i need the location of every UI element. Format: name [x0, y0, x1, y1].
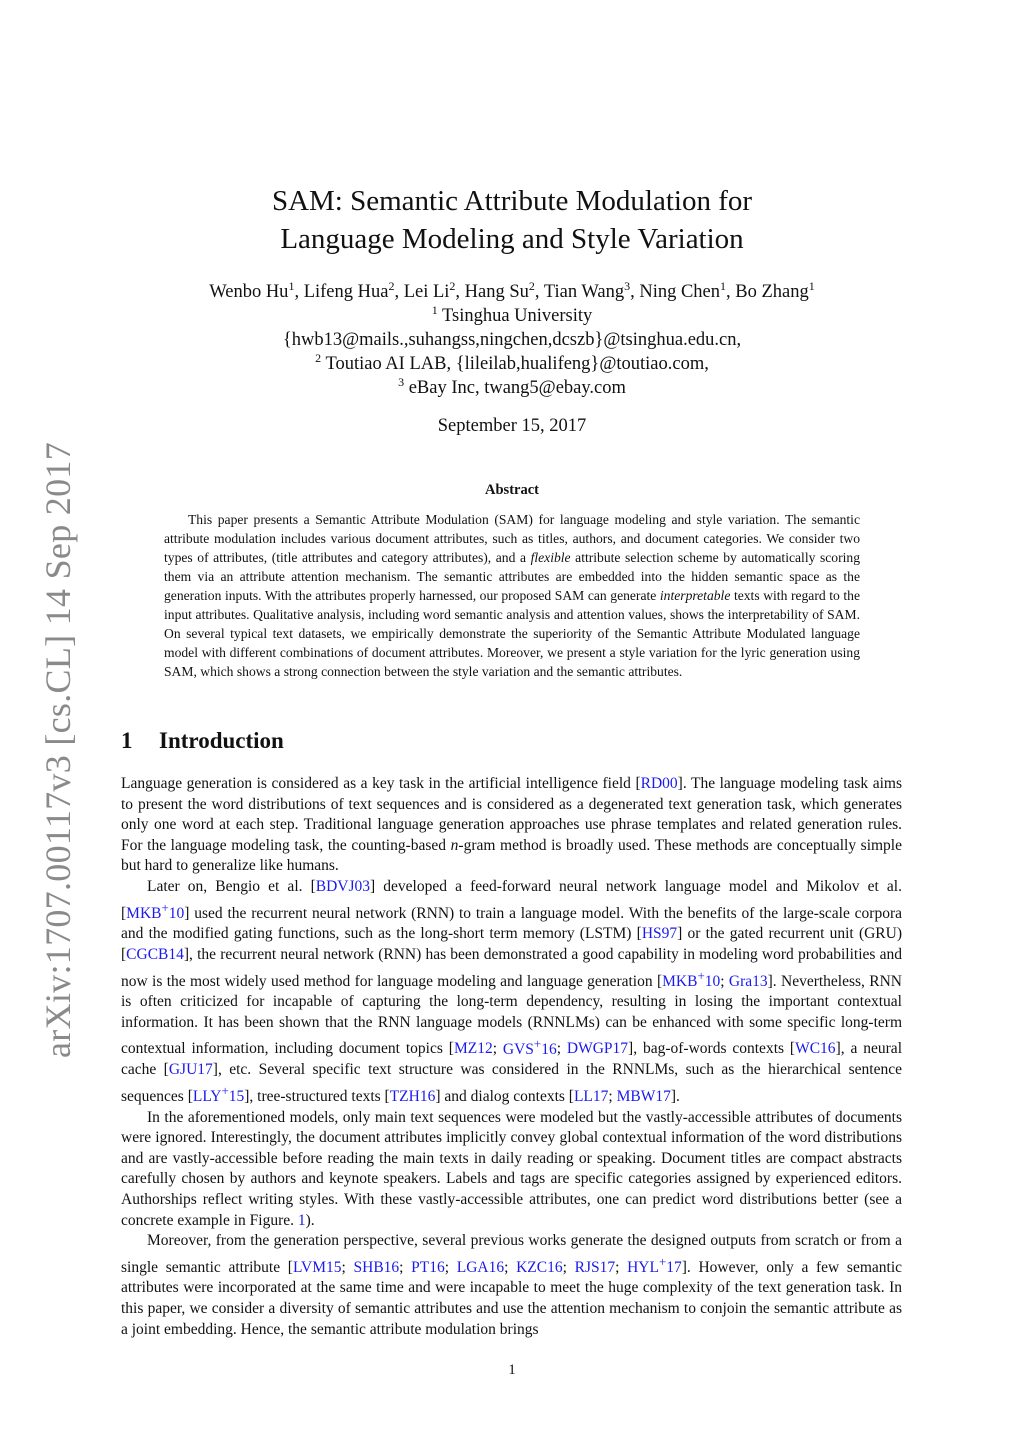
citation-sup: + — [697, 967, 705, 983]
citation-link[interactable]: LGA16 — [456, 1258, 505, 1276]
author-name: , Hang Su — [455, 282, 529, 302]
affiliation-1-email: {hwb13@mails.,suhangss,ningchen,dcszb}@tsinghua.edu.cn, — [282, 330, 742, 350]
title-line-1: SAM: Semantic Attribute Modulation for — [271, 185, 753, 217]
paragraph-text: ], a neural cache [ — [121, 1040, 902, 1079]
section-title: Introduction — [159, 728, 284, 753]
citation-sup: + — [658, 1253, 667, 1269]
affiliation-marker: 2 — [449, 278, 456, 293]
intro-paragraph-2 — [121, 877, 902, 1108]
separator: ; — [444, 1258, 457, 1276]
separator: ; — [341, 1258, 354, 1276]
abstract-emphasis: flexible — [530, 550, 571, 565]
citation-link[interactable]: LL17 — [573, 1087, 609, 1105]
paragraph-text: ]. Nevertheless, RNN is often criticized for incapable of capturing the long-term dependency, resulting in losing the important contextual information. It has been shown that the RNN language models (RNNLMs) can be enhanced with some specific long-term contextual information, including document topics [ — [121, 972, 902, 1058]
affiliation-marker: 1 — [288, 278, 295, 293]
paragraph-text: ] used the recurrent neural network (RNN) to train a language model. With the benefits of the large-scale corpora and the modified gating functions, such as the long-short term memory (LSTM) [ — [121, 904, 902, 943]
section-number: 1 — [121, 728, 133, 753]
affiliation-text: eBay Inc, twang5@ebay.com — [404, 378, 626, 398]
abstract-text: texts with regard to the input attributes. Qualitative analysis, including word semantic analysis and attention values, shows the interpretability of SAM. On several typical text datasets, we empirically demonstrate the superiority of the Semantic Attribute Modulated language model with different combinations of document attributes. Moreover, we present a style variation for the lyric generation using SAM, which shows a strong connection between the style variation and the semantic attributes. — [164, 588, 861, 679]
citation-text: GVS — [502, 1040, 534, 1058]
citation-link[interactable]: WC16 — [795, 1040, 836, 1058]
affiliation-marker: 2 — [388, 278, 395, 293]
paragraph-text: ], tree-structured texts [ — [244, 1087, 390, 1105]
citation-link[interactable]: Gra13 — [728, 972, 768, 990]
affiliation-marker: 2 — [528, 278, 535, 293]
affiliation-3 — [0, 376, 1024, 400]
citation-link[interactable] — [192, 1082, 245, 1105]
citation-link[interactable]: DWGP17 — [566, 1040, 629, 1058]
paragraph-text: ], bag-of-words contexts [ — [628, 1040, 796, 1058]
author-list — [0, 280, 1024, 304]
paragraph-text: ]. The language modeling task aims to present the word distributions of text sequences and is considered as a degenerated text generation task, which generates only one word at each step. Traditional language generation approaches use phrase templates and related generation rules. For the language modeling task, the counting-based — [121, 775, 903, 854]
arxiv-identifier-stamp: arXiv:1707.00117v3 [cs.CL] 14 Sep 2017 — [38, 442, 78, 1058]
separator: ; — [556, 1040, 567, 1058]
citation-link[interactable]: KZC16 — [516, 1258, 563, 1276]
citation-text: 17 — [666, 1258, 682, 1276]
affiliation-text: Tsinghua University — [437, 306, 593, 326]
separator: ; — [492, 1040, 503, 1058]
citation-link[interactable]: CGCB14 — [126, 945, 184, 963]
paper-title — [0, 182, 1024, 258]
author-name: , Tian Wang — [534, 282, 625, 302]
affiliation-marker: 1 — [808, 278, 815, 293]
paragraph-text: ]. However, only a few semantic attributes were incorporated at the same time and were incapable to meet the huge complexity of the text generation task. In this paper, we consider a diversity of semantic attributes and use the attention mechanism to conjoin the semantic attribute as a joint embedding. Hence, the semantic attribute modulation brings — [121, 1258, 903, 1338]
citation-link[interactable] — [502, 1035, 557, 1058]
abstract-heading: Abstract — [485, 482, 539, 498]
paragraph-text: ). — [305, 1211, 315, 1229]
intro-paragraph-4 — [121, 1231, 902, 1340]
paragraph-text: ] and dialog contexts [ — [435, 1087, 574, 1105]
section-heading-introduction — [121, 728, 284, 754]
paragraph-text: ] developed a feed-forward neural network language model and Mikolov et al. [ — [121, 877, 902, 922]
affiliation-1 — [0, 304, 1024, 328]
paragraph-text: ], the recurrent neural network (RNN) has been demonstrated a good capability in modeling word probabilities and now is the most widely used method for language modeling and language generation [ — [121, 945, 902, 990]
affiliation-marker: 2 — [315, 350, 322, 365]
paragraph-text: Moreover, from the generation perspective, several previous works generate the designed outputs from scratch or from a single semantic attribute [ — [121, 1232, 902, 1276]
author-name: , Ning Chen — [630, 282, 721, 302]
citation-text: 10 — [704, 972, 721, 990]
intro-paragraph-3 — [121, 1108, 902, 1232]
affiliation-marker: 3 — [624, 278, 631, 293]
abstract-text: attribute selection scheme by automatically scoring them via an attribute attention mechanism. The semantic attributes are embedded into the hidden semantic space as the generation inputs. With the attributes properly harnessed, our proposed SAM can generate — [164, 550, 860, 603]
citation-text: HYL — [627, 1258, 659, 1276]
author-name: , Bo Zhang — [726, 282, 809, 302]
citation-text: 16 — [541, 1040, 557, 1058]
citation-link[interactable]: GJU17 — [168, 1061, 213, 1079]
intro-paragraph-1 — [121, 774, 902, 877]
affiliation-marker: 1 — [431, 302, 438, 317]
author-name: , Lei Li — [394, 282, 450, 302]
paragraph-text: Language generation is considered as a key task in the artificial intelligence field [ — [121, 775, 641, 792]
title-line-2: Language Modeling and Style Variation — [280, 223, 744, 255]
abstract-emphasis: interpretable — [659, 588, 731, 603]
publication-date: September 15, 2017 — [437, 416, 587, 436]
separator: ; — [615, 1258, 628, 1276]
author-name: Wenbo Hu — [209, 282, 289, 302]
citation-link[interactable]: MZ12 — [453, 1040, 493, 1058]
separator: ; — [504, 1258, 517, 1276]
citation-link[interactable] — [126, 899, 185, 922]
figure-reference-link[interactable]: 1 — [297, 1211, 306, 1229]
citation-link[interactable] — [627, 1253, 682, 1276]
introduction-body — [121, 774, 902, 1340]
citation-text: 15 — [228, 1087, 245, 1105]
citation-link[interactable]: PT16 — [411, 1258, 445, 1276]
citation-sup: + — [533, 1035, 542, 1051]
separator: ; — [562, 1258, 575, 1276]
paragraph-text: -gram method is broadly used. These methods are conceptually simple but hard to generalize like humans. — [121, 836, 902, 875]
citation-link[interactable]: LVM15 — [292, 1258, 342, 1276]
citation-link[interactable]: HS97 — [641, 925, 678, 943]
citation-link[interactable]: TZH16 — [389, 1087, 436, 1105]
separator: ; — [399, 1258, 412, 1276]
citation-sup: + — [221, 1082, 229, 1098]
citation-link[interactable]: RJS17 — [574, 1258, 616, 1276]
paragraph-text: ], etc. Several specific text structure was considered in the RNNLMs, such as the hierarchical sentence sequences [ — [121, 1061, 903, 1105]
page-number: 1 — [508, 1362, 516, 1378]
affiliation-marker: 1 — [720, 278, 727, 293]
citation-link[interactable]: SHB16 — [353, 1258, 400, 1276]
separator: ; — [608, 1087, 617, 1105]
citation-link[interactable]: MBW17 — [616, 1087, 671, 1105]
affiliation-marker: 3 — [398, 374, 405, 389]
citation-text: LLY — [192, 1087, 222, 1105]
citation-sup: + — [161, 899, 169, 915]
paragraph-text: Later on, Bengio et al. [ — [147, 877, 316, 895]
paragraph-text: In the aforementioned models, only main text sequences were modeled but the vastly-accessible attributes of documents were ignored. Interestingly, the document attributes implicitly convey global contextual information of the word distributions and are vastly-accessible before reading the main texts in daily reading or speaking. Document titles are compact abstracts carefully chosen by authors and keynote speakers. Labels and tags are specific categories assigned by experienced editors. Authorships reflect writing styles. With these vastly-accessible attributes, one can predict word distributions better (see a concrete example in Figure. — [121, 1108, 902, 1229]
math-variable: n — [450, 836, 459, 854]
paragraph-text: ] or the gated recurrent unit (GRU) [ — [121, 925, 902, 963]
citation-link[interactable] — [662, 967, 721, 990]
citation-text: MKB — [126, 904, 162, 922]
separator: ; — [720, 972, 729, 990]
citation-text: 10 — [168, 904, 185, 922]
citation-link[interactable]: RD00 — [640, 775, 678, 792]
author-name: , Lifeng Hua — [294, 282, 389, 302]
citation-text: MKB — [662, 972, 698, 990]
citation-link[interactable]: BDVJ03 — [315, 877, 371, 895]
affiliation-text: Toutiao AI LAB, {lileilab,hualifeng}@toutiao.com, — [321, 354, 709, 374]
author-block — [0, 280, 1024, 400]
abstract-text: This paper presents a Semantic Attribute Modulation (SAM) for language modeling and style variation. The semantic attribute modulation includes various document attributes, such as titles, authors, and document categories. We consider two types of attributes, (title attributes and category attributes), and a — [164, 512, 860, 565]
paragraph-text: ]. — [670, 1087, 680, 1105]
affiliation-2 — [0, 352, 1024, 376]
abstract-body — [164, 510, 860, 681]
